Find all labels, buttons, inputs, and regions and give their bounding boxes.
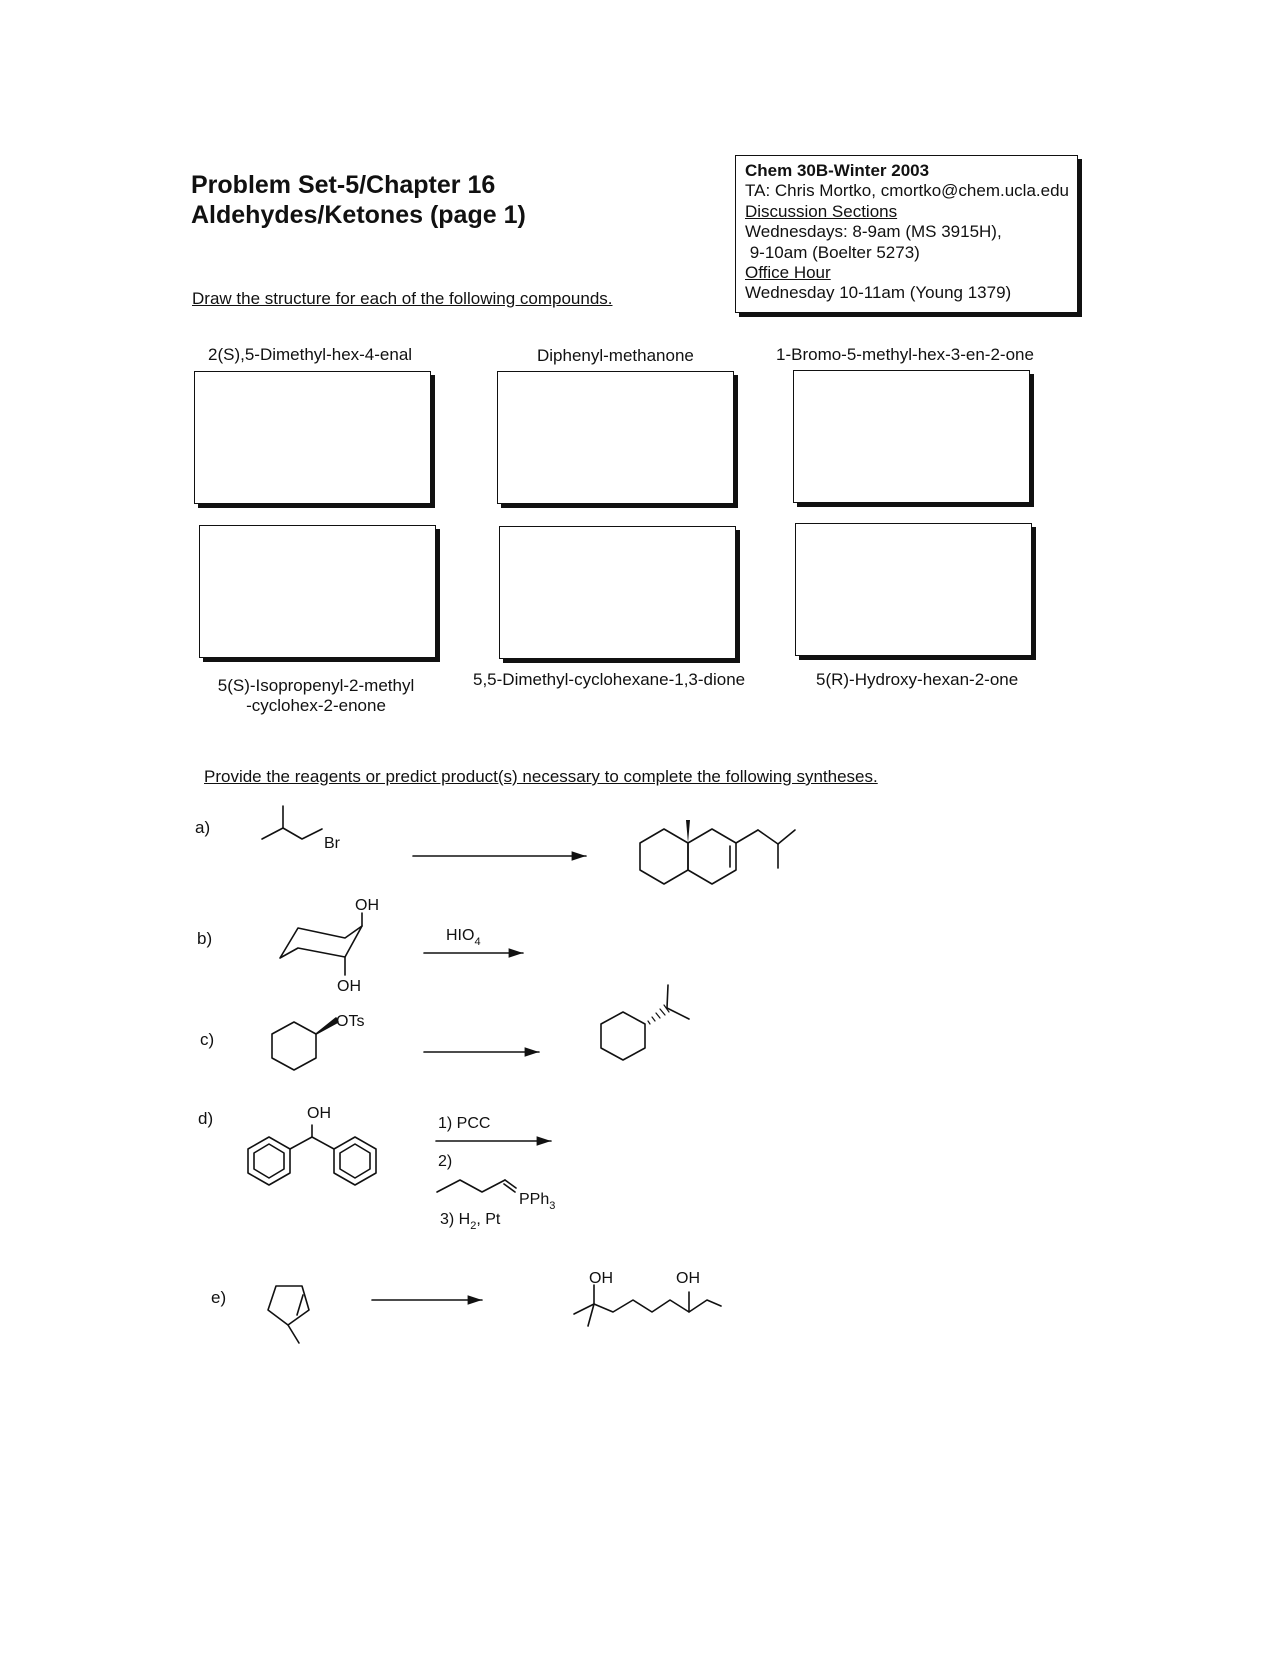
synthesis-instruction: Provide the reagents or predict product(s) necessary to complete the following syntheses. [204, 767, 878, 786]
label-hio4-sub: 4 [474, 936, 481, 948]
label-oh-b-bottom: OH [337, 978, 361, 995]
title-line-2: Aldehydes/Ketones (page 1) [191, 201, 526, 229]
product-c-structure [601, 985, 689, 1060]
problem-letter-c: c) [200, 1030, 215, 1049]
problem-letter-b: b) [197, 929, 213, 948]
label-step-3 [440, 1211, 501, 1232]
label-pcc: 1) PCC [438, 1115, 491, 1132]
label-step-2: 2) [438, 1153, 453, 1170]
office-hour-heading: Office Hour [745, 263, 831, 283]
ylide-structure [437, 1180, 516, 1192]
methylcyclopentene-structure [268, 1286, 309, 1343]
problem-letter-a: a) [195, 818, 211, 837]
label-ots: OTs [336, 1013, 365, 1030]
course-name: Chem 30B-Winter 2003 [745, 161, 930, 180]
product-a-structure [640, 820, 795, 884]
compound-label-3: 1-Bromo-5-methyl-hex-3-en-2-one [776, 345, 1034, 364]
ta-line: TA: Chris Mortko, cmortko@chem.ucla.edu [745, 181, 1069, 201]
label-hio4-main: HIO [446, 927, 475, 944]
label-oh-b-top: OH [355, 897, 379, 914]
isobutyl-bromide-structure [262, 806, 322, 839]
label-step-3-main: 3) H [440, 1211, 471, 1228]
title-line-1: Problem Set-5/Chapter 16 [191, 171, 496, 199]
office-hour-line: Wednesday 10-11am (Young 1379) [745, 283, 1012, 303]
cyclohexanediol-structure [280, 913, 362, 975]
diphenylmethanol-structure [248, 1125, 376, 1185]
problem-letter-d: d) [198, 1109, 214, 1128]
draw-instruction: Draw the structure for each of the following compounds. [192, 289, 613, 308]
label-oh-e-right: OH [676, 1270, 700, 1287]
compound-label-2: Diphenyl-methanone [537, 346, 694, 365]
label-oh-e-left: OH [589, 1270, 613, 1287]
label-hio4 [446, 927, 481, 948]
label-br: Br [324, 835, 340, 852]
label-oh-d: OH [307, 1105, 331, 1122]
problem-letter-e: e) [211, 1288, 227, 1307]
discussion-heading: Discussion Sections [745, 201, 898, 221]
label-pph3-main: PPh [519, 1191, 550, 1208]
compound-label-5: 5,5-Dimethyl-cyclohexane-1,3-dione [473, 670, 746, 689]
compound-label-4-line-1: 5(S)-Isopropenyl-2-methyl [217, 676, 415, 695]
label-pph3-sub: 3 [549, 1200, 556, 1212]
discussion-line-1: Wednesdays: 8-9am (MS 3915H), [745, 222, 1002, 242]
discussion-line-2: 9-10am (Boelter 5273) [745, 242, 920, 262]
compound-label-1: 2(S),5-Dimethyl-hex-4-enal [208, 345, 413, 364]
product-e-structure [574, 1285, 721, 1326]
label-step-3-sub: 2 [470, 1220, 477, 1232]
compound-label-4-line-2: -cyclohex-2-enone [246, 696, 386, 715]
label-pph3 [519, 1191, 555, 1212]
label-step-3-tail: , Pt [476, 1211, 501, 1228]
cyclohexyl-tosylate-structure [272, 1018, 338, 1070]
compound-label-6: 5(R)-Hydroxy-hexan-2-one [816, 670, 1019, 689]
